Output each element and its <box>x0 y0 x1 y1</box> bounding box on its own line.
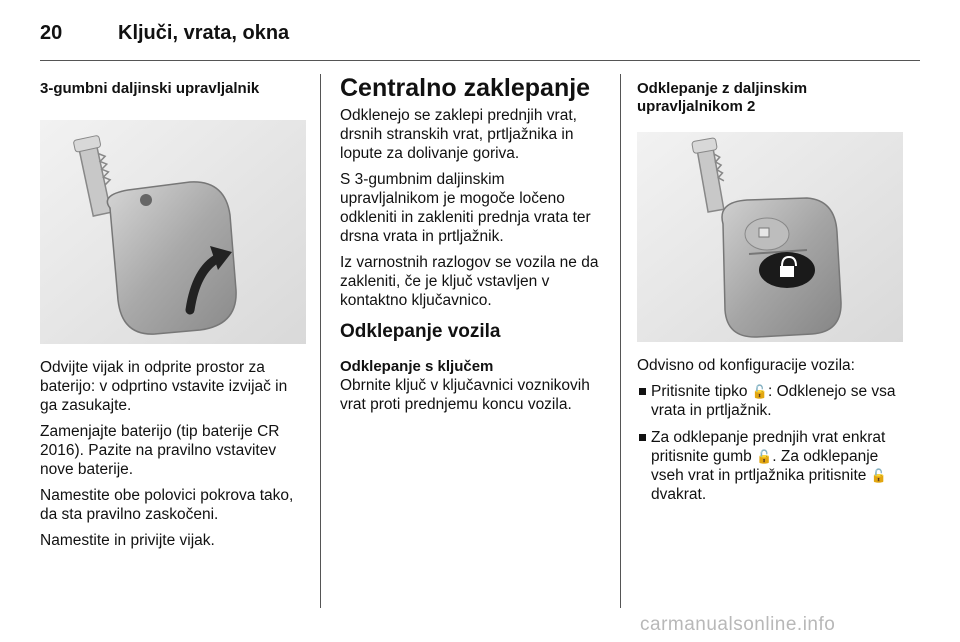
bullet1-text-a: Pritisnite tipko <box>651 383 748 400</box>
page-number: 20 <box>40 22 63 44</box>
column-3 <box>637 74 907 512</box>
col2-para-3: Iz varnostnih razlogov se vozila ne da zakleniti, če je ključ vstavljen v kontaktno ključavnico. <box>340 254 599 309</box>
column-divider-2 <box>620 74 621 608</box>
bullet2-text-b: . Za odklepanje vseh vrat in prtljažnika pritisnite <box>651 448 879 484</box>
unlock-with-key-text: Obrnite ključ v ključavnici voznikovih vrat proti prednjemu koncu vozila. <box>340 377 590 413</box>
unlock-icon: 🔓 <box>870 468 887 483</box>
col2-para-2: S 3-gumbnim daljinskim upravljalnikom je mogoče ločeno odkleniti in zakleniti prednja vrata ter drsna vrata in prtljažnik. <box>340 171 591 245</box>
col2-para-1: Odklenejo se zaklepi prednjih vrat, drsnih stranskih vrat, prtljažnika in lopute za dolivanje goriva. <box>340 107 577 162</box>
column-divider-1 <box>320 74 321 608</box>
col1-para-3: Namestite obe polovici pokrova tako, da sta pravilno zaskočeni. <box>40 487 294 523</box>
column-1 <box>40 74 306 557</box>
unlock-with-key-heading: Odklepanje s ključem <box>340 358 494 375</box>
chapter-title: Ključi, vrata, okna <box>118 22 290 44</box>
col1-para-4: Namestite in privijte vijak. <box>40 532 215 549</box>
watermark: carmanualsonline.info <box>640 614 836 635</box>
config-intro: Odvisno od konfiguracije vozila: <box>637 357 855 374</box>
bullet2-text-c: dvakrat. <box>651 486 707 503</box>
unlock-icon: 🔓 <box>751 384 768 399</box>
central-locking-title: Centralno zaklepanje <box>340 74 591 102</box>
bullet-square-icon <box>639 434 646 441</box>
bullet1-text-b: : Odklenejo se vsa vrata in prtljažnik. <box>651 383 896 419</box>
col1-para-1: Odvijte vijak in odprite prostor za baterijo: v odprtino vstavite izvijač in ga zasukajte. <box>40 359 288 414</box>
key-battery-illustration <box>40 120 306 344</box>
column-2 <box>340 74 606 421</box>
unlock-remote-heading: Odklepanje z daljinskim upravljalnikom 2 <box>637 80 808 115</box>
key-fob-image <box>40 120 306 344</box>
remote-fob-image <box>637 132 903 342</box>
remote-3button-heading: 3-gumbni daljinski upravljalnik <box>40 80 260 97</box>
bullet-item-2 <box>637 428 907 504</box>
bullet-item-1 <box>637 382 907 420</box>
unlocking-vehicle-title: Odklepanje vozila <box>340 321 501 342</box>
bullet-square-icon <box>639 388 646 395</box>
unlock-icon: 🔓 <box>756 449 773 464</box>
unlock-bullet-list <box>637 382 907 504</box>
remote-unlock-illustration <box>637 132 903 342</box>
bullet2-text-a: Za odklepanje prednjih vrat enkrat pritisnite gumb <box>651 429 886 465</box>
header-rule <box>40 60 920 61</box>
col1-para-2: Zamenjajte baterijo (tip baterije CR 2016). Pazite na pravilno vstavitev nove baterije. <box>40 423 280 478</box>
